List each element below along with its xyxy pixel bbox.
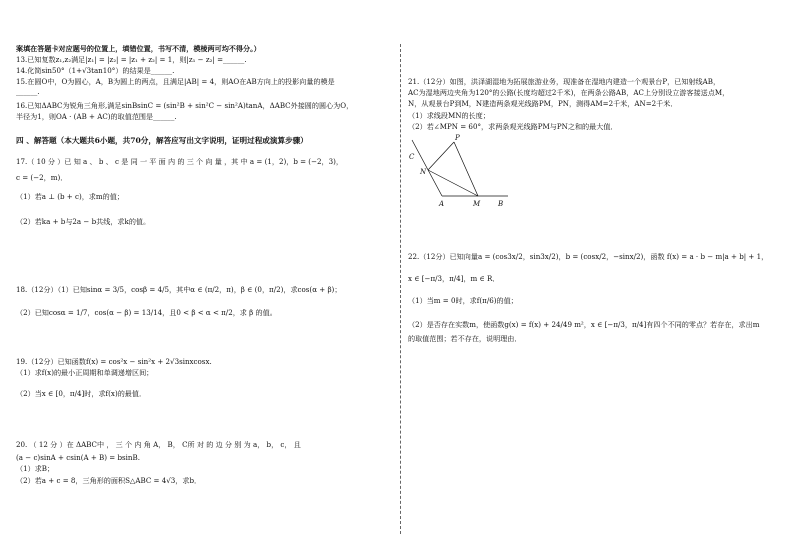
- question-line-q21c: N，从观景台P到M，N建造两条观光线路PM，PN，测得AM=2千米，AN=2千米．: [408, 99, 678, 108]
- question-line-q21: 21.（12分）如图，洪泽湖湿地为拓展旅游业务，现准备在湿地内建造一个观景台P，已知射线AB，: [408, 77, 721, 86]
- question-line-q19-2: （2）当x ∈ [0，π/4]时，求f(x)的最值．: [16, 389, 147, 398]
- question-line-q22: 22.（12分）已知向量a = (cos3x/2，sin3x/2)，b = (cosx/2，−sinx/2)，函数 f(x) = a · b − m|a + b| + 1，: [408, 252, 769, 261]
- question-line-q20b: (a − c)sinA + csin(A + B) = bsinB.: [16, 453, 140, 462]
- question-line-q21b: AC为湿地两边夹角为120°的公路(长度均超过2千米)，在两条公路AB，AC上分别设立游客接送点M，: [408, 88, 730, 97]
- question-line-q22b: x ∈ [−π/3，π/4]，m ∈ R．: [408, 274, 500, 283]
- question-line-q22-1: （1）当m = 0时，求f(π/6)的值；: [408, 296, 518, 305]
- question-line-sec4: 四 、解答题（本大题共6小题，共70分，解答应写出文字说明，证明过程或演算步骤）: [16, 136, 308, 145]
- question-line-q22-2: （2）是否存在实数m，使函数g(x) = f(x) + 24/49 m²，x ∈ [−π/3，π/4]有四个不同的零点？若存在，求出m: [408, 320, 760, 329]
- column-divider: [400, 44, 401, 534]
- label-n: N: [420, 168, 427, 176]
- question-line-q22-2b: 的取值范围；若不存在，说明理由．: [408, 334, 522, 343]
- label-a: A: [439, 200, 445, 208]
- segment-pm: [454, 142, 478, 196]
- question-line-q19-1: （1）求f(x)的最小正周期和单调递增区间；: [16, 368, 154, 377]
- question-line-q20: 20. （ 12 分 ）在 ΔABC中 ， 三 个 内 角 A， B， C所 对 的 边 分 别 为 a， b， c， 且: [16, 440, 301, 449]
- question-line-q20-2: （2）若a + c = 8，三角形的面积S△ABC = 4√3，求b．: [16, 476, 202, 485]
- question-line-q16: 16.已知ΔABC为锐角三角形,满足sinBsinC = (sin²B + sin²C − sin²A)tanA，ΔABC外接圆的圆心为O，: [16, 101, 354, 110]
- question-line-q18-1: 18.（12分）（1）已知sinα = 3/5，cosβ = 4/5，其中α ∈ (π/2，π)，β ∈ (0，π/2)，求cos(α + β)；: [16, 285, 342, 294]
- label-c: C: [409, 153, 415, 161]
- question-line-q15b: ______.: [16, 87, 40, 96]
- question-line-q14: 14.化简sin50°（1+√3tan10°）的结果是______.: [16, 66, 175, 75]
- question-line-q17: 17.（ 10 分 ）已 知 a 、 b 、 c 是 同 一 平 面 内 的 三 个 向 量 ，其 中 a = (1，2)，b = (−2，3)，: [16, 157, 343, 166]
- question-line-q17-1: （1）若a ⊥ (b + c)，求m的值；: [16, 192, 124, 201]
- segment-mn: [428, 170, 478, 196]
- question-line-q19: 19.（12分）已知函数f(x) = cos²x − sin²x + 2√3sinxcosx.: [16, 357, 212, 366]
- question-line-q17-2: （2）若ka + b与2a − b共线，求k的值。: [16, 217, 151, 226]
- label-b: B: [498, 200, 504, 208]
- question-line-q15: 15.在圆O中，O为圆心，A，B为圆上的两点，且满足|AB| = 4，则AO在AB方向上的投影向量的模是: [16, 77, 335, 86]
- label-m: M: [473, 200, 481, 208]
- question-line-q13: 13.已知复数z₁,z₂满足|z₁| = |z₂| = |z₁ + z₂| = 1，则|z₁ − z₂| =______.: [16, 55, 247, 64]
- question-line-q16b: 半径为1，则OA · (AB + AC)的取值范围是______.: [16, 112, 177, 121]
- segment-pn: [428, 142, 454, 170]
- question-line-q20-1: （1）求B；: [16, 464, 55, 473]
- question-line-notice: 案填在答题卡对应题号的位置上，填错位置，书写不清，模棱两可均不得分。）: [16, 44, 261, 53]
- ray-ac: [412, 140, 442, 196]
- question-line-q18-2: （2）已知cosα = 1/7，cos(α − β) = 13/14，且0 < β < α < π/2，求 β 的值。: [16, 308, 277, 317]
- question-line-q21-1: （1）求线段MN的长度；: [408, 111, 490, 120]
- question-line-q17b: c = (−2，m)．: [16, 173, 68, 182]
- q21-figure: [408, 132, 518, 210]
- label-p: P: [455, 134, 460, 142]
- question-line-q21-2: （2）若∠MPN = 60°，求两条观光线路PM与PN之和的最大值．: [408, 122, 618, 131]
